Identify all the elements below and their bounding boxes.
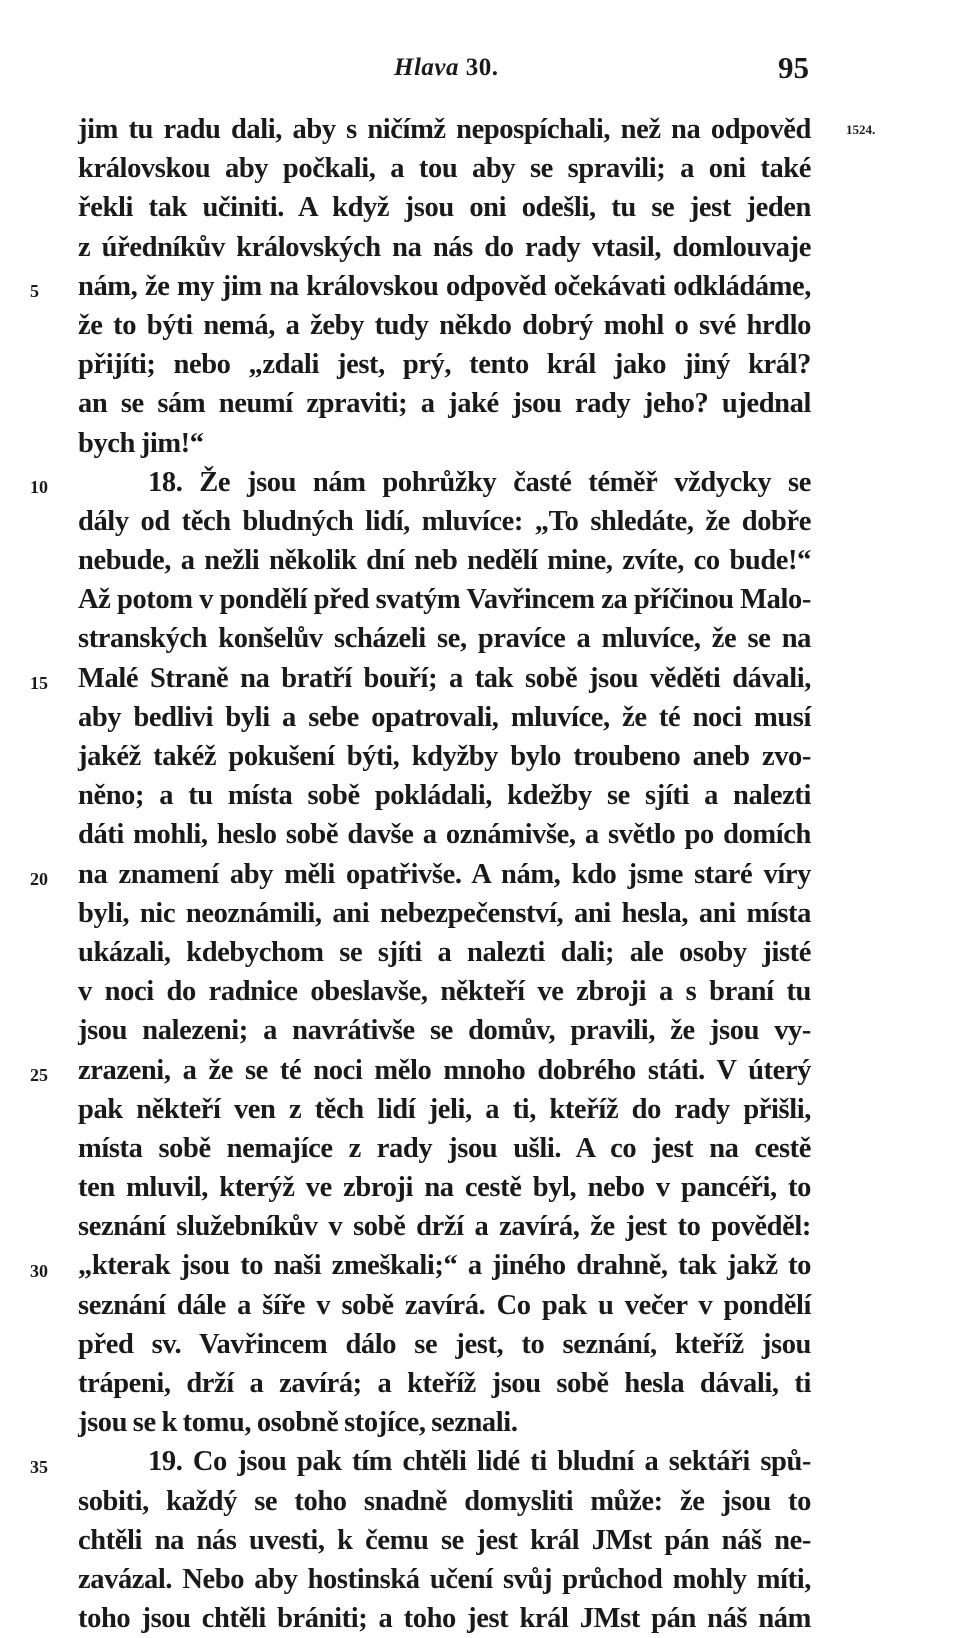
text-line: seznání služebníkův v sobě drží a zavírá, že jest to pověděl: <box>78 1211 811 1243</box>
running-header <box>394 54 499 82</box>
text-line: ten mluvil, kterýž ve zbroji na cestě byl, nebo v pancéři, to <box>78 1172 811 1204</box>
text-line: „kterak jsou to naši zmeškali;“ a jiného drahně, tak jakž to <box>78 1250 811 1282</box>
text-line: přijíti; nebo „zdali jest, prý, tento král jako jiný král? <box>78 349 811 381</box>
text-line: bych jim!“ <box>78 427 204 459</box>
text-line: v noci do radnice obeslavše, někteří ve zbroji a s braní tu <box>78 976 811 1008</box>
line-number: 20 <box>30 868 48 889</box>
text-line: jsou se k tomu, osobně stojíce, seznali. <box>78 1407 518 1439</box>
text-line: řekli tak učiniti. A když jsou oni odešli, tu se jest jeden <box>78 192 811 224</box>
text-line: chtěli na nás uvesti, k čemu se jest král JMst pán náš ne- <box>78 1524 811 1556</box>
body-text <box>78 110 811 1638</box>
text-line: zrazeni, a že se té noci mělo mnoho dobrého státi. V úterý <box>78 1054 811 1086</box>
margin-year-note: 1524. <box>846 122 876 137</box>
text-line: pak někteří ven z těch lidí jeli, a ti, kteříž do rady přišli, <box>78 1093 811 1125</box>
text-line: před sv. Vavřincem dálo se jest, to seznání, kteříž jsou <box>78 1328 811 1360</box>
text-line: že to býti nemá, a žeby tudy někdo dobrý mohl o své hrdlo <box>78 309 811 341</box>
text-line: Až potom v pondělí před svatým Vavřincem za příčinou Malo- <box>78 584 811 616</box>
line-number: 30 <box>30 1260 48 1281</box>
text-line: sobiti, každý se toho snadně domysliti může: že jsou to <box>78 1485 811 1517</box>
text-line: seznání dále a šíře v sobě zavírá. Co pak u večer v pondělí <box>78 1289 811 1321</box>
line-number: 15 <box>30 672 48 693</box>
text-line: královskou aby počkali, a tou aby se spravili; a oni také <box>78 153 811 185</box>
text-line: nám, že my jim na královskou odpověd očekávati odkládáme, <box>78 270 811 302</box>
text-line: z úředníkův královských na nás do rady vtasil, domlouvaje <box>78 231 811 263</box>
text-line: stranských konšelův scházeli se, pravíce a mluvíce, že se na <box>78 623 811 655</box>
text-line: 18. Že jsou nám pohrůžky časté téměř vždycky se <box>148 466 811 498</box>
text-line: trápeni, drží a zavírá; a kteříž jsou sobě hesla dávali, ti <box>78 1368 811 1399</box>
text-line: něno; a tu místa sobě pokládali, kdežby se sjíti a nalezti <box>78 780 811 812</box>
line-number: 10 <box>30 476 48 497</box>
text-line: jsou nalezeni; a navrátivše se domův, pravili, že jsou vy- <box>78 1015 811 1047</box>
text-line: jakéž takéž pokušení býti, kdyžby bylo troubeno aneb zvo- <box>78 741 811 772</box>
text-line: Malé Straně na bratří bouří; a tak sobě jsou věděti dávali, <box>78 662 811 694</box>
text-line: an se sám neumí zpraviti; a jaké jsou rady jeho? ujednal <box>78 388 811 420</box>
line-number: 5 <box>30 280 39 301</box>
text-line: toho jsou chtěli brániti; a toho jest král JMst pán náš nám <box>78 1603 811 1635</box>
text-line: aby bedlivi byli a sebe opatrovali, mluvíce, že té noci musí <box>78 701 811 733</box>
text-line: byli, nic neoznámili, ani nebezpečenství, ani hesla, ani místa <box>78 897 811 929</box>
text-line: na znamení aby měli opatřivše. A nám, kdo jsme staré víry <box>78 858 811 890</box>
text-line: dáti mohli, heslo sobě davše a oznámivše, a světlo po domích <box>78 819 811 851</box>
text-line: nebude, a nežli několik dní neb nedělí mine, zvíte, co bude!“ <box>78 545 811 577</box>
text-line: místa sobě nemajíce z rady jsou ušli. A co jest na cestě <box>78 1132 811 1164</box>
line-number: 25 <box>30 1064 48 1085</box>
line-number: 35 <box>30 1456 48 1477</box>
chapter-label: Hlava <box>394 54 459 81</box>
page-number: 95 <box>778 50 809 85</box>
text-line: ukázali, kdebychom se sjíti a nalezti dali; ale osoby jisté <box>78 936 811 968</box>
text-line: zavázal. Nebo aby hostinská učení svůj průchod mohly míti, <box>78 1563 811 1595</box>
text-line: jim tu radu dali, aby s ničímž nepospíchali, než na odpověd <box>78 114 811 145</box>
text-line: 19. Co jsou pak tím chtěli lidé ti bludní a sektáři spů- <box>148 1446 811 1478</box>
chapter-number: 30. <box>465 54 499 81</box>
text-line: dály od těch bludných lidí, mluvíce: „To shledáte, že dobře <box>78 505 811 537</box>
